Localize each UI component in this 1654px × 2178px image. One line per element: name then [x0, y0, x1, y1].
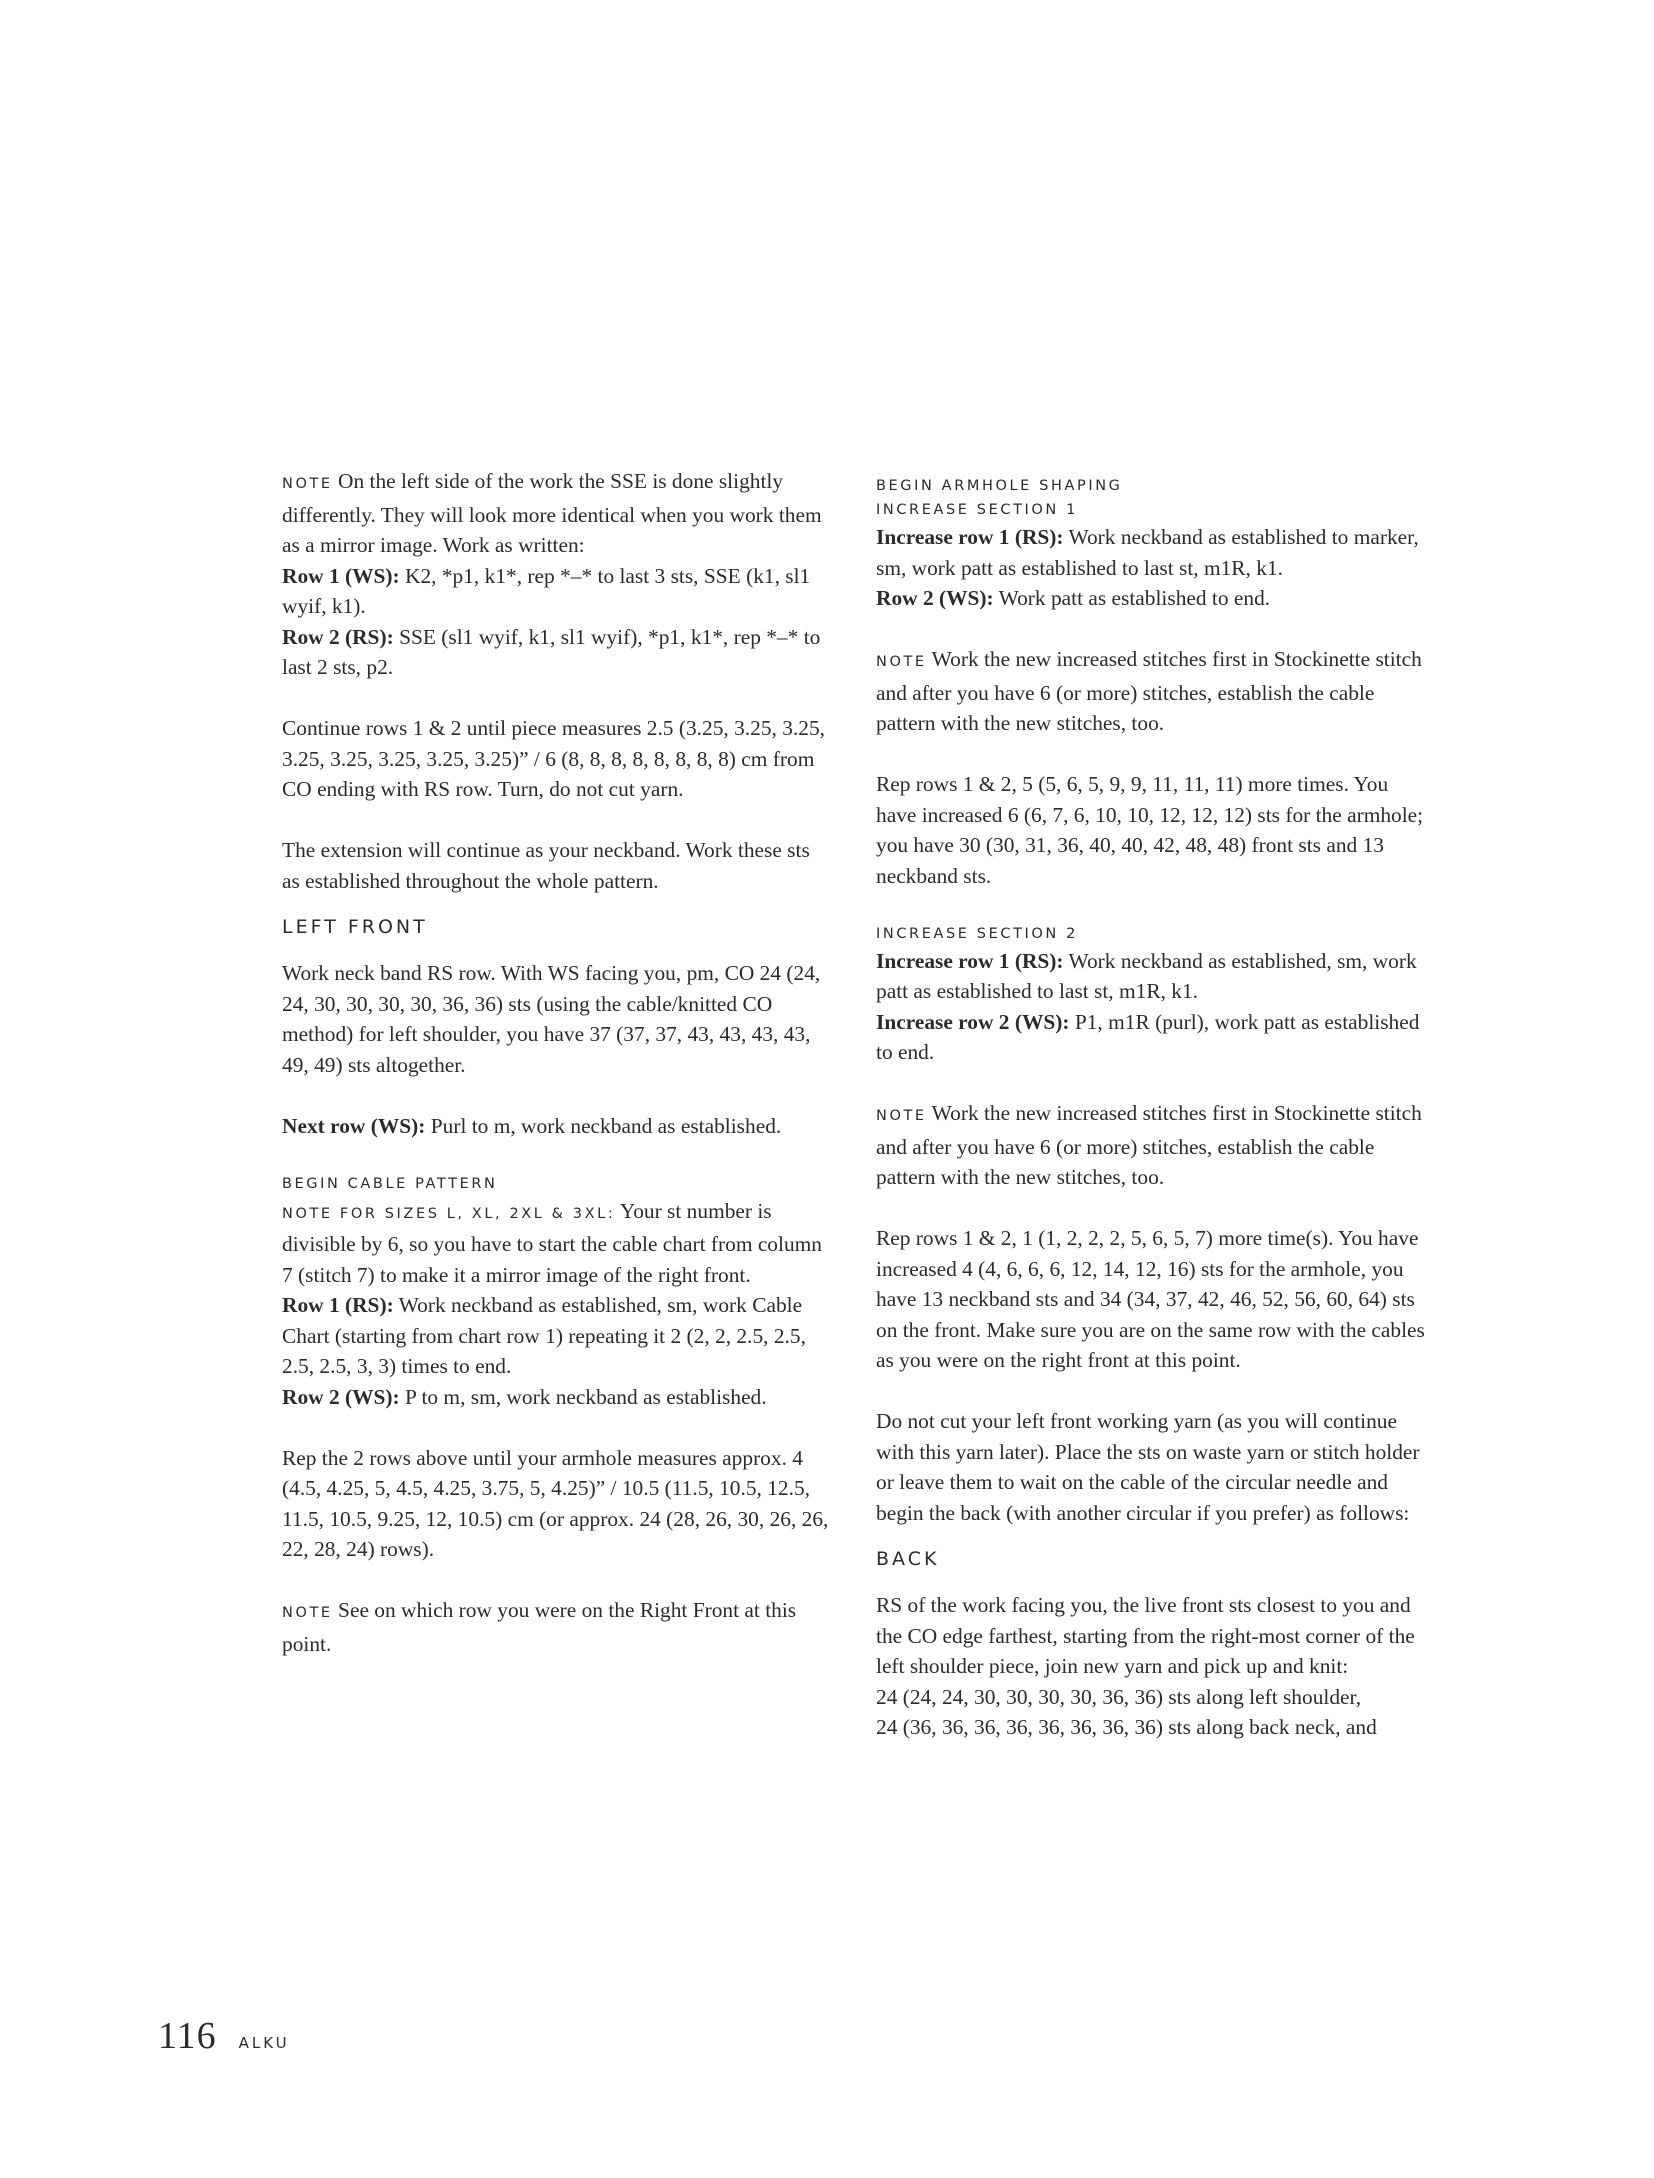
sizes-note	[282, 1196, 830, 1291]
row-label: Increase row 1 (RS):	[876, 948, 1064, 973]
row-text: Work neckband as established, sm, work patt as established to last st, m1R, k1.	[876, 948, 1417, 1003]
sizes-note-label: NOTE FOR SIZES L, XL, 2XL & 3XL:	[282, 1205, 616, 1222]
back-line: 24 (24, 24, 30, 30, 30, 30, 36, 36) sts along left shoulder,	[876, 1684, 1362, 1709]
note-paragraph	[282, 466, 830, 561]
left-column	[282, 466, 830, 1659]
note-paragraph	[282, 1595, 830, 1659]
row-instruction	[282, 1382, 830, 1413]
armhole-heading: BEGIN ARMHOLE SHAPING	[876, 478, 1123, 494]
dont-cut-paragraph: Do not cut your left front working yarn (as you will continue with this yarn later). Place the sts on waste yarn or stitch holder or leave them to wait on the cable of the circular needle and begin the back (with another circular if you prefer) as follows:	[876, 1409, 1420, 1525]
rep-paragraph: Rep the 2 rows above until your armhole measures approx. 4 (4.5, 4.25, 5, 4.5, 4.25, 3.75, 5, 4.25)” / 10.5 (11.5, 10.5, 12.5, 11.5, 10.5, 9.25, 12, 10.5) cm (or approx. 24 (28, 26, 30, 26, 26, 22, 28, 24) rows).	[282, 1445, 829, 1561]
rep-paragraph: Rep rows 1 & 2, 1 (1, 2, 2, 2, 5, 6, 5, 7) more time(s). You have increased 4 (4, 6, 6, 6, 12, 14, 12, 16) sts for the armhole, you have 13 neckband sts and 34 (34, 37, 42, 46, 52, 56, 60, 64) sts on the front. Make sure you are on the same row with the cables as you were on the right front at this point.	[876, 1226, 1425, 1372]
row-label: Row 1 (WS):	[282, 563, 400, 588]
next-row-instruction	[282, 1111, 830, 1142]
continue-paragraph: Continue rows 1 & 2 until piece measures 2.5 (3.25, 3.25, 3.25, 3.25, 3.25, 3.25, 3.25, 3.25)” / 6 (8, 8, 8, 8, 8, 8, 8, 8) cm from CO ending with RS row. Turn, do not cut yarn.	[282, 716, 826, 801]
note-text: Work the new increased stitches first in Stockinette stitch and after you have 6 (or more) stitches, establish the cable pattern with the new stitches, too.	[876, 1101, 1422, 1189]
row-label: Increase row 1 (RS):	[876, 525, 1064, 549]
row-instruction	[876, 583, 1426, 614]
note-label: NOTE	[876, 1108, 927, 1124]
running-head: ALKU	[238, 2034, 290, 2052]
row-text: Work neckband as established to marker, sm, work patt as established to last st, m1R, k1.	[876, 525, 1419, 580]
row-label: Next row (WS):	[282, 1113, 426, 1138]
row-instruction	[282, 622, 830, 683]
row-instruction	[282, 1290, 830, 1382]
sizes-note-text: Your st number is divisible by 6, so you have to start the cable chart from column 7 (stitch 7) to make it a mirror image of the right front.	[282, 1198, 822, 1287]
back-title: BACK	[876, 1548, 940, 1570]
note-paragraph	[876, 1098, 1426, 1193]
note-label: NOTE	[876, 654, 927, 670]
row-text: Work neckband as established, sm, work Cable Chart (starting from chart row 1) repeating it 2 (2, 2, 2.5, 2.5, 2.5, 2.5, 3, 3) times to end.	[282, 1293, 806, 1378]
left-front-title: LEFT FRONT	[282, 916, 428, 938]
row-text: K2, *p1, k1*, rep *–* to last 3 sts, SSE (k1, sl1 wyif, k1).	[282, 563, 811, 618]
row-label: Increase row 2 (WS):	[876, 1009, 1070, 1034]
rep-paragraph: Rep rows 1 & 2, 5 (5, 6, 5, 9, 9, 11, 11, 11) more times. You have increased 6 (6, 7, 6, 10, 10, 12, 12, 12) sts for the armhole; you have 30 (30, 31, 36, 40, 40, 42, 48, 48) front sts and 13 neckband sts.	[876, 772, 1424, 888]
back-line: 24 (36, 36, 36, 36, 36, 36, 36, 36) sts along back neck, and	[876, 1715, 1377, 1739]
row-text: P to m, sm, work neckband as established.	[405, 1384, 767, 1409]
back-paragraph: RS of the work facing you, the live front sts closest to you and the CO edge farthest, starting from the right-most corner of the left shoulder piece, join new yarn and pick up and knit:	[876, 1593, 1415, 1678]
row-label: Row 2 (WS):	[282, 1384, 400, 1409]
row-text: Purl to m, work neckband as established.	[430, 1113, 782, 1138]
note-paragraph	[876, 644, 1426, 739]
note-label: NOTE	[282, 476, 333, 492]
page-number: 116	[158, 2015, 217, 2057]
note-text: On the left side of the work the SSE is done slightly differently. They will look more identical when you work them as a mirror image. Work as written:	[282, 469, 822, 557]
extension-paragraph: The extension will continue as your neckband. Work these sts as established throughout the whole pattern.	[282, 838, 810, 893]
row-label: Row 2 (WS):	[876, 586, 994, 610]
row-label: Row 2 (RS):	[282, 624, 394, 649]
cable-pattern-heading: BEGIN CABLE PATTERN	[282, 1175, 498, 1192]
row-instruction	[876, 946, 1426, 1007]
left-front-intro: Work neck band RS row. With WS facing you, pm, CO 24 (24, 24, 30, 30, 30, 30, 36, 36) sts (using the cable/knitted CO method) for left shoulder, you have 37 (37, 37, 43, 43, 43, 43, 49, 49) sts altogether.	[282, 961, 821, 1077]
row-text: SSE (sl1 wyif, k1, sl1 wyif), *p1, k1*, rep *–* to last 2 sts, p2.	[282, 624, 821, 679]
note-text: See on which row you were on the Right Front at this point.	[282, 1598, 797, 1656]
row-text: P1, m1R (purl), work patt as established to end.	[876, 1009, 1420, 1064]
increase-section-2-heading: INCREASE SECTION 2	[876, 925, 1078, 942]
row-instruction	[876, 522, 1426, 583]
note-label: NOTE	[282, 1605, 333, 1621]
row-label: Row 1 (RS):	[282, 1293, 394, 1317]
page-footer	[158, 2014, 290, 2058]
row-text: Work patt as established to end.	[998, 586, 1271, 610]
note-text: Work the new increased stitches first in Stockinette stitch and after you have 6 (or more) stitches, establish the cable pattern with the new stitches, too.	[876, 647, 1422, 735]
row-instruction	[282, 561, 830, 622]
row-instruction	[876, 1007, 1426, 1068]
increase-section-1-heading: INCREASE SECTION 1	[876, 502, 1078, 518]
right-column	[876, 466, 1426, 1743]
